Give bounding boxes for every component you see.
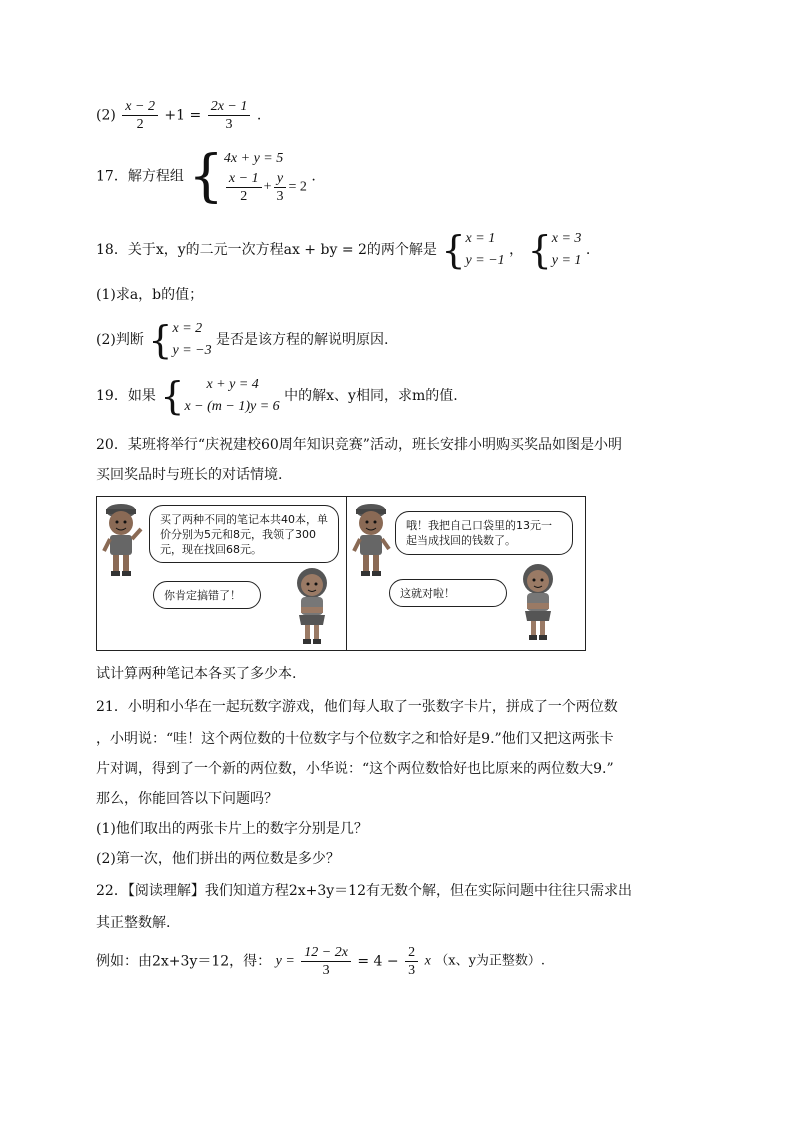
brace-icon: { bbox=[527, 228, 552, 272]
speech-bubble-boy-left: 买了两种不同的笔记本共40本，单价分别为5元和8元，我领了300元，现在找回68元。 bbox=[149, 505, 339, 563]
speech-bubble-boy-right: 哦！我把自己口袋里的13元一起当成找回的钱数了。 bbox=[395, 511, 573, 555]
speech-bubble-girl-left: 你肯定搞错了！ bbox=[153, 581, 261, 609]
q21-line2: ，小明说：“哇！这个两位数的十位数字与个位数字之和恰好是9.”他们又把这两张卡 bbox=[96, 731, 614, 747]
q18-p2-text: 是否是该方程的解说明原因. bbox=[216, 332, 389, 348]
q22-frac1-den: 3 bbox=[322, 963, 330, 978]
q22-line2: 其正整数解. bbox=[96, 915, 171, 931]
q16-part2 bbox=[96, 98, 261, 133]
boy-figure-left bbox=[101, 501, 145, 579]
brace-icon: { bbox=[441, 228, 466, 272]
q18 bbox=[96, 228, 590, 272]
q18-part1: (1)求a，b的值； bbox=[96, 287, 204, 303]
q18-sol1-r2: y = −1 bbox=[465, 253, 505, 268]
q19-r2: x − (m − 1)y = 6 bbox=[184, 399, 280, 414]
q21-part1: (1)他们取出的两张卡片上的数字分别是几？ bbox=[96, 821, 368, 837]
girl-figure-left bbox=[293, 567, 331, 647]
q17-row2 bbox=[224, 170, 307, 205]
brace-icon: { bbox=[148, 318, 173, 362]
q18-sol2-r1: x = 3 bbox=[551, 231, 582, 246]
q20-after: 试计算两种笔记本各买了多少本. bbox=[96, 666, 297, 682]
q22-ex-note: （x、y为正整数）. bbox=[435, 953, 546, 969]
comic-divider bbox=[346, 497, 347, 650]
q20-line2: 买回奖品时与班长的对话情境. bbox=[96, 467, 283, 483]
q21-line4: 那么，你能回答以下问题吗？ bbox=[96, 791, 278, 807]
q21-line1: 21．小明和小华在一起玩数字游戏，他们每人取了一张数字卡片，拼成了一个两位数 bbox=[96, 699, 618, 715]
q21-line3: 片对调，得到了一个新的两位数，小华说：“这个两位数恰好也比原来的两位数大9.” bbox=[96, 761, 614, 777]
q22-ex-mid: = 4 − bbox=[357, 953, 399, 970]
q17-frac-b-den: 3 bbox=[276, 189, 284, 204]
q22-ex-x: x bbox=[424, 953, 431, 969]
brace-icon: { bbox=[188, 143, 224, 209]
q17-end: . bbox=[311, 168, 316, 185]
q17-label: 17．解方程组 bbox=[96, 168, 184, 185]
q19-system bbox=[160, 374, 279, 418]
q17-eq: = 2 bbox=[288, 179, 307, 195]
brace-icon: { bbox=[160, 374, 185, 418]
q19-rows bbox=[184, 374, 279, 418]
q22-example bbox=[96, 944, 545, 979]
q18-p2-r2: y = −3 bbox=[172, 343, 212, 358]
q16-rhs-num: 2x − 1 bbox=[208, 98, 251, 116]
q16-lhs-den: 2 bbox=[136, 117, 144, 132]
q18-p2-label: (2)判断 bbox=[96, 332, 144, 348]
q22-line1: 22．【阅读理解】我们知道方程2x+3y＝12有无数个解，但在实际问题中往往只需求出 bbox=[96, 883, 632, 899]
q22-ex-intro: 例如：由2x+3y＝12，得： bbox=[96, 953, 272, 970]
q19 bbox=[96, 374, 458, 418]
q17-rows bbox=[224, 148, 307, 205]
q19-r1: x + y = 4 bbox=[206, 377, 259, 392]
q22-ex-y: y = bbox=[275, 953, 295, 969]
q16-end: . bbox=[256, 107, 262, 124]
comic-illustration bbox=[96, 496, 586, 651]
q17-system bbox=[188, 143, 307, 209]
q16-rhs-den: 3 bbox=[225, 117, 233, 132]
q17-row1: 4x + y = 5 bbox=[223, 151, 284, 166]
q18-sol1-r1: x = 1 bbox=[465, 231, 496, 246]
speech-bubble-girl-right: 这就对啦！ bbox=[389, 579, 507, 607]
q18-end: . bbox=[585, 242, 591, 258]
q17-frac-a-den: 2 bbox=[240, 189, 248, 204]
q18-solution-2 bbox=[528, 228, 582, 272]
q22-frac1 bbox=[301, 944, 351, 979]
q22-frac2-num: 2 bbox=[405, 944, 418, 962]
q18-sol1-rows bbox=[466, 228, 505, 272]
q18-text: 18．关于x，y的二元一次方程ax + by = 2的两个解是 bbox=[96, 242, 437, 258]
q19-text: 中的解x、y相同，求m的值. bbox=[284, 388, 458, 404]
q16-label: (2) bbox=[96, 107, 116, 124]
q18-part2 bbox=[96, 318, 389, 362]
q21-part2: (2)第一次，他们拼出的两位数是多少？ bbox=[96, 851, 340, 867]
boy-figure-right bbox=[351, 501, 395, 579]
q17-frac-a-num: x − 1 bbox=[226, 170, 262, 188]
q16-lhs-num: x − 2 bbox=[122, 98, 158, 116]
q22-frac1-num: 12 − 2x bbox=[301, 944, 351, 962]
q18-sep: ， bbox=[509, 242, 524, 258]
q18-sol2-rows bbox=[552, 228, 582, 272]
q18-p2-r1: x = 2 bbox=[172, 321, 203, 336]
q17-frac-b-num: y bbox=[274, 170, 286, 188]
q16-lhs-fraction bbox=[122, 98, 158, 133]
q17-plus: + bbox=[263, 179, 272, 195]
q22-frac2 bbox=[405, 944, 418, 979]
q16-lhs-rest: +1 = bbox=[164, 107, 202, 124]
q18-p2-system bbox=[148, 318, 211, 362]
q18-sol2-r2: y = 1 bbox=[551, 253, 582, 268]
q20-line1: 20．某班将举行“庆祝建校60周年知识竞赛”活动，班长安排小明购买奖品如图是小明 bbox=[96, 437, 622, 453]
q22-frac2-den: 3 bbox=[408, 963, 416, 978]
q17 bbox=[96, 143, 316, 209]
q16-rhs-fraction bbox=[208, 98, 251, 133]
q19-label: 19．如果 bbox=[96, 388, 156, 404]
girl-figure-right bbox=[519, 563, 557, 643]
q18-solution-1 bbox=[441, 228, 504, 272]
q18-p2-rows bbox=[172, 318, 211, 362]
